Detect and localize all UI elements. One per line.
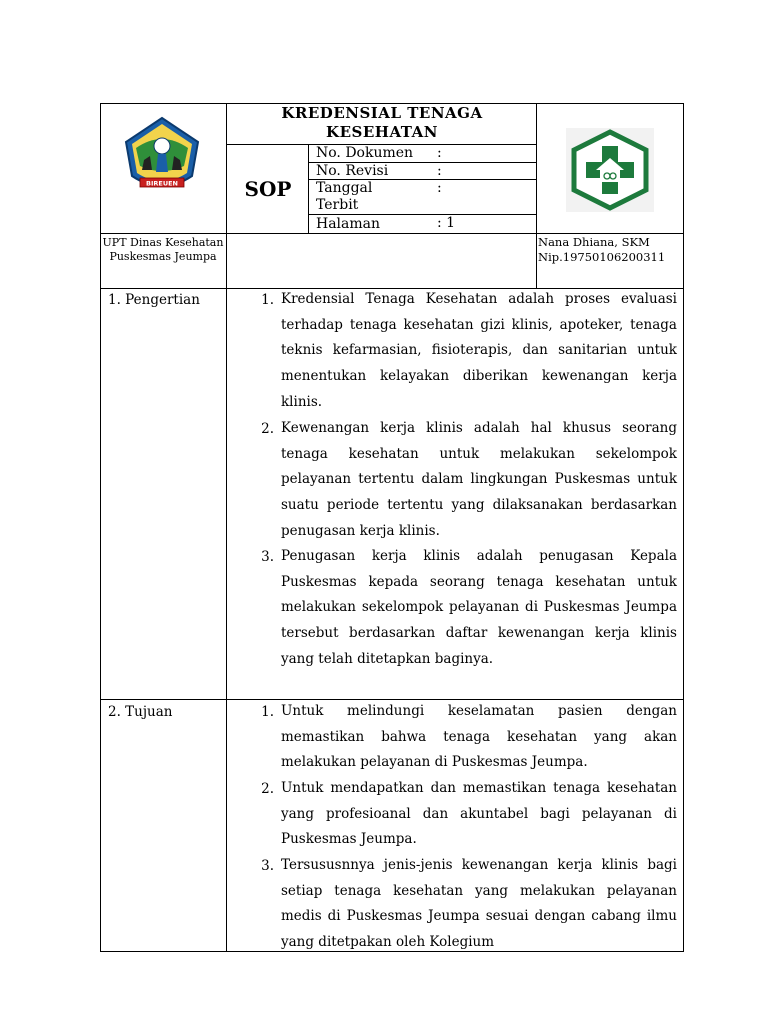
tujuan-item-3-text: Tersususnnya jenis-jenis kewenangan kerja klinis bagi setiap tenaga kesehatan yang melakukan pelayanan medis di Puskesmas Jeumpa sesuai dengan cabang ilmu yang ditetpakan oleh Kolegium — [281, 857, 677, 951]
table-border-right — [683, 103, 684, 952]
section-label-pengertian: 1. Pengertian — [108, 292, 200, 308]
table-border-left — [100, 103, 101, 952]
signer-name: Nana Dhiana, SKM — [538, 235, 650, 249]
pengertian-item-1-text: Kredensial Tenaga Kesehatan adalah proses evaluasi terhadap tenaga kesehatan gizi klinis, apoteker, tenaga teknis kefarmasian, fisioterapis, dan sanitarian untuk menentukan kelayakan diberikan kewenangan kerja klinis. — [281, 291, 677, 410]
pengertian-item-1-number: 1. — [261, 292, 274, 308]
title-line-1: KREDENSIAL TENAGA — [281, 104, 483, 122]
tujuan-item-3-number: 3. — [261, 858, 274, 874]
tujuan-item-1-number: 1. — [261, 704, 274, 720]
tujuan-item-2-text: Untuk mendapatkan dan memastikan tenaga kesehatan yang profesioanal dan akuntabel bagi pelayanan di Puskesmas Jeumpa. — [281, 780, 677, 848]
meta-label-revisi: No. Revisi — [316, 163, 389, 179]
header-divider-right — [536, 103, 537, 288]
meta-value-revisi: : — [437, 163, 442, 179]
document-title — [228, 104, 536, 144]
unit-name: UPT Dinas Kesehatan Puskesmas Jeumpa — [102, 236, 224, 263]
pengertian-item-3-text: Penugasan kerja klinis adalah penugasan Kepala Puskesmas kepada seorang tenaga kesehatan untuk melakukan sekelompok pelayanan di Puskesmas Jeumpa tersebut berdasarkan daftar kewenangan kerja klinis yang telah ditetapkan baginya. — [281, 548, 677, 667]
section-label-tujuan: 2. Tujuan — [108, 704, 173, 720]
puskesmas-logo — [566, 128, 654, 212]
signer-nip: Nip.19750106200311 — [538, 250, 666, 264]
meta-row-3 — [308, 214, 537, 215]
logo-text: BIREUEN — [146, 179, 178, 188]
header-bottom — [100, 233, 684, 234]
signer-block — [538, 235, 684, 265]
regency-logo — [122, 116, 202, 198]
pengertian-item-2-number: 2. — [261, 421, 274, 437]
meta-label-tanggal: Tanggal Terbit — [316, 180, 373, 213]
label-column-divider — [226, 288, 227, 952]
meta-label-dokumen: No. Dokumen — [316, 145, 414, 161]
header-divider-left — [226, 103, 227, 288]
sop-label: SOP — [244, 177, 292, 201]
meta-value-halaman: : 1 — [437, 215, 456, 231]
meta-label-halaman: Halaman — [316, 216, 381, 232]
meta-value-tanggal: : — [437, 180, 442, 196]
pengertian-item-2-text: Kewenangan kerja klinis adalah hal khusus seorang tenaga kesehatan untuk melakukan sekelompok pelayanan tertentu dalam lingkungan Puskesmas untuk suatu periode tertentu yang dilaksanakan berdasarkan penugasan kerja klinis. — [281, 420, 677, 539]
pengertian-item-3-number: 3. — [261, 549, 274, 565]
table-border-bottom — [100, 951, 684, 952]
tujuan-item-1-text: Untuk melindungi keselamatan pasien dengan memastikan bahwa tenaga kesehatan yang akan melakukan pelayanan di Puskesmas Jeumpa. — [281, 703, 677, 771]
meta-value-dokumen: : — [437, 145, 442, 161]
title-line-2: KESEHATAN — [326, 123, 438, 141]
tujuan-item-2-number: 2. — [261, 781, 274, 797]
sop-divider — [308, 144, 309, 233]
